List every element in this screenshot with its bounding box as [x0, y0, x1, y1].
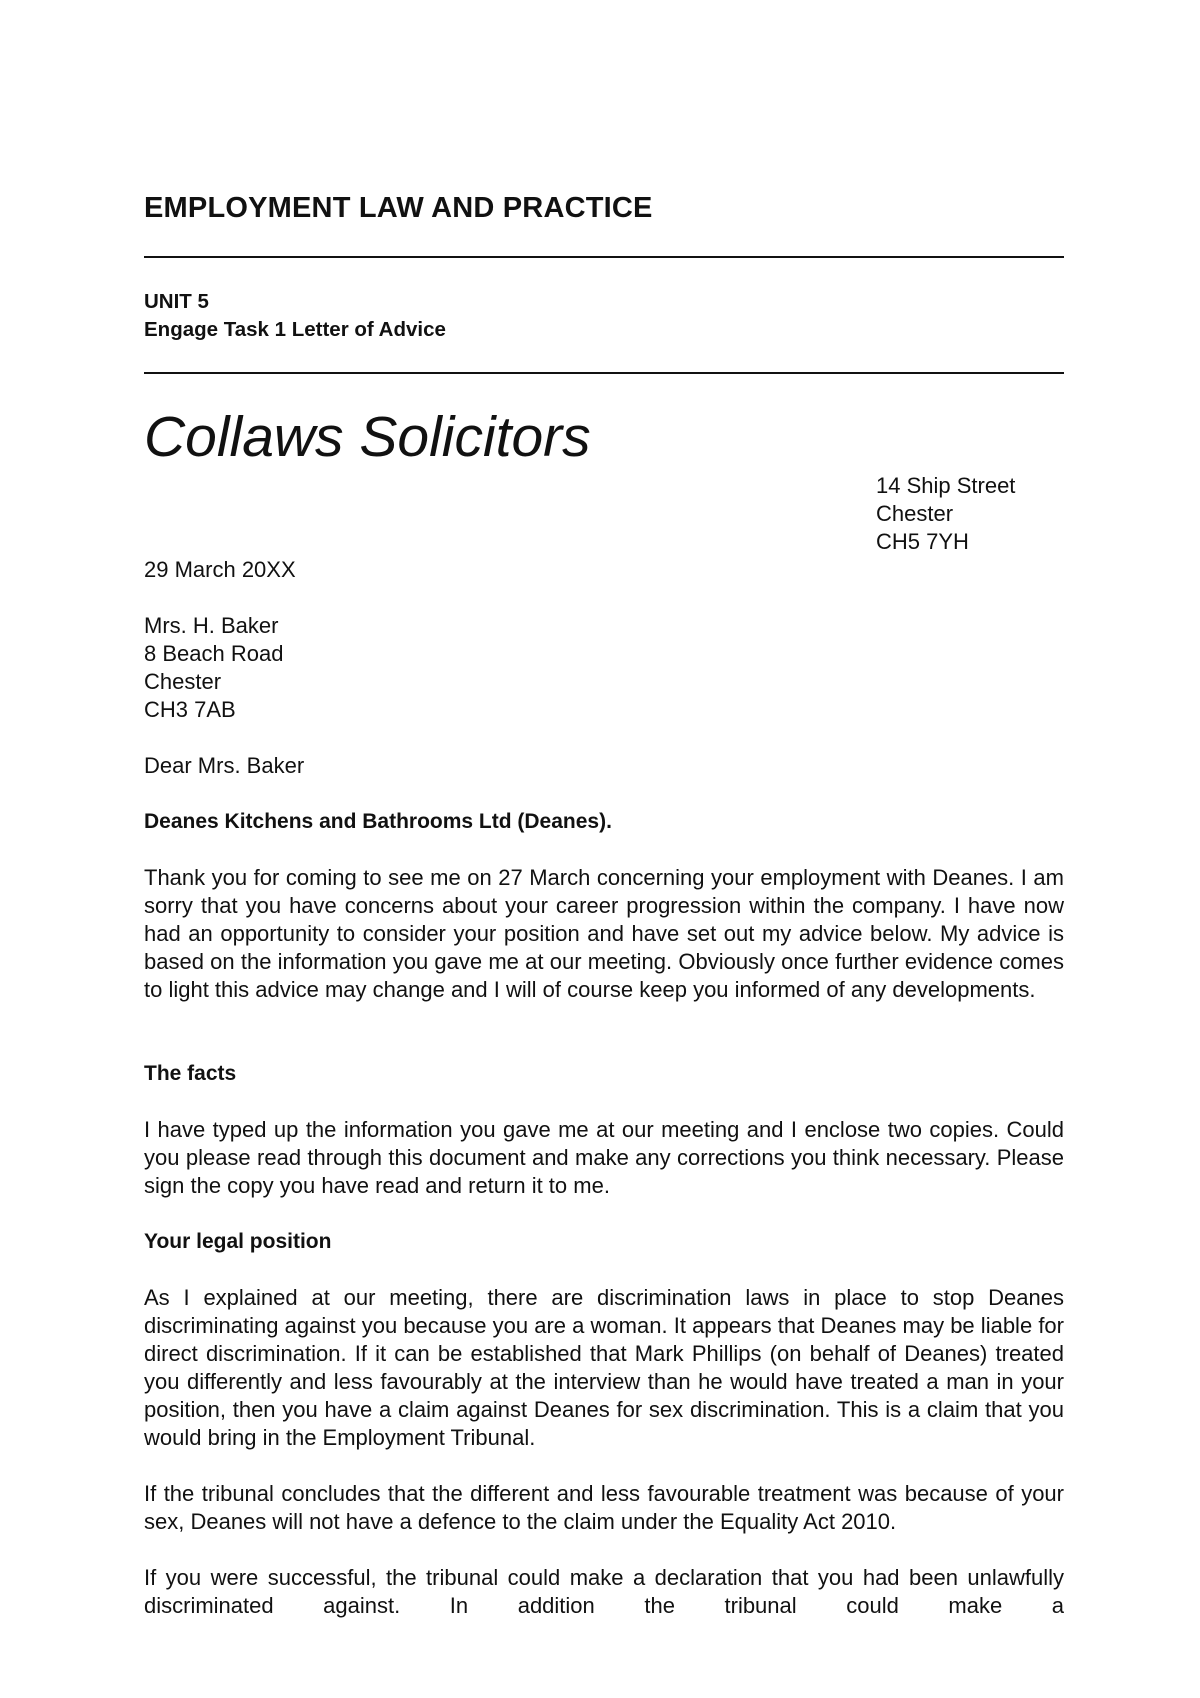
unit-block: [144, 288, 446, 344]
firm-address: [876, 472, 1015, 556]
recipient-line: 8 Beach Road: [144, 641, 284, 666]
letter-subject: Deanes Kitchens and Bathrooms Ltd (Deanes).: [144, 810, 612, 833]
facts-paragraph: I have typed up the information you gave me at our meeting and I enclose two copies. Could you please read through this document and make any corrections you think necessary. Please sign the copy you have read and return it to me.: [144, 1117, 1064, 1198]
firm-address-line: Chester: [876, 501, 954, 526]
unit-label: UNIT 5: [144, 290, 209, 313]
defence-paragraph: If the tribunal concludes that the different and less favourable treatment was because of your sex, Deanes will not have a defence to the claim under the Equality Act 2010.: [144, 1481, 1064, 1534]
section-heading-legal-position: Your legal position: [144, 1230, 332, 1253]
firm-address-line: 14 Ship Street: [876, 473, 1016, 498]
recipient-line: Mrs. H. Baker: [144, 613, 279, 638]
course-title: EMPLOYMENT LAW AND PRACTICE: [144, 192, 653, 224]
firm-name: Collaws Solicitors: [144, 405, 591, 469]
legal-position-paragraph: As I explained at our meeting, there are discrimination laws in place to stop Deanes discriminating against you because you are a woman. It appears that Deanes may be liable for direct discrimination. If it can be established that Mark Phillips (on behalf of Deanes) treated you differently and less favourably at the interview than he would have treated a man in your position, then you have a claim against Deanes for sex discrimination. This is a claim that you would bring in the Employment Tribunal.: [144, 1285, 1064, 1450]
intro-paragraph: Thank you for coming to see me on 27 March concerning your employment with Deanes. I am sorry that you have concerns about your career progression within the company. I have now had an opportunity to consider your position and have set out my advice below. My advice is based on the information you gave me at our meeting. Obviously once further evidence comes to light this advice may change and I will of course keep you informed of any developments.: [144, 865, 1064, 1002]
header-divider-top: [144, 256, 1064, 258]
letter-date: 29 March 20XX: [144, 557, 296, 582]
recipient-line: CH3 7AB: [144, 697, 236, 722]
task-title: Engage Task 1 Letter of Advice: [144, 318, 446, 341]
section-heading-facts: The facts: [144, 1062, 237, 1085]
header-divider-bottom: [144, 372, 1064, 374]
recipient-line: Chester: [144, 669, 222, 694]
salutation: Dear Mrs. Baker: [144, 753, 305, 778]
remedies-paragraph: If you were successful, the tribunal could make a declaration that you had been unlawfully discriminated against. In addition the tribunal could make a: [144, 1565, 1064, 1618]
recipient-address: [144, 612, 283, 724]
firm-address-line: CH5 7YH: [876, 529, 969, 554]
